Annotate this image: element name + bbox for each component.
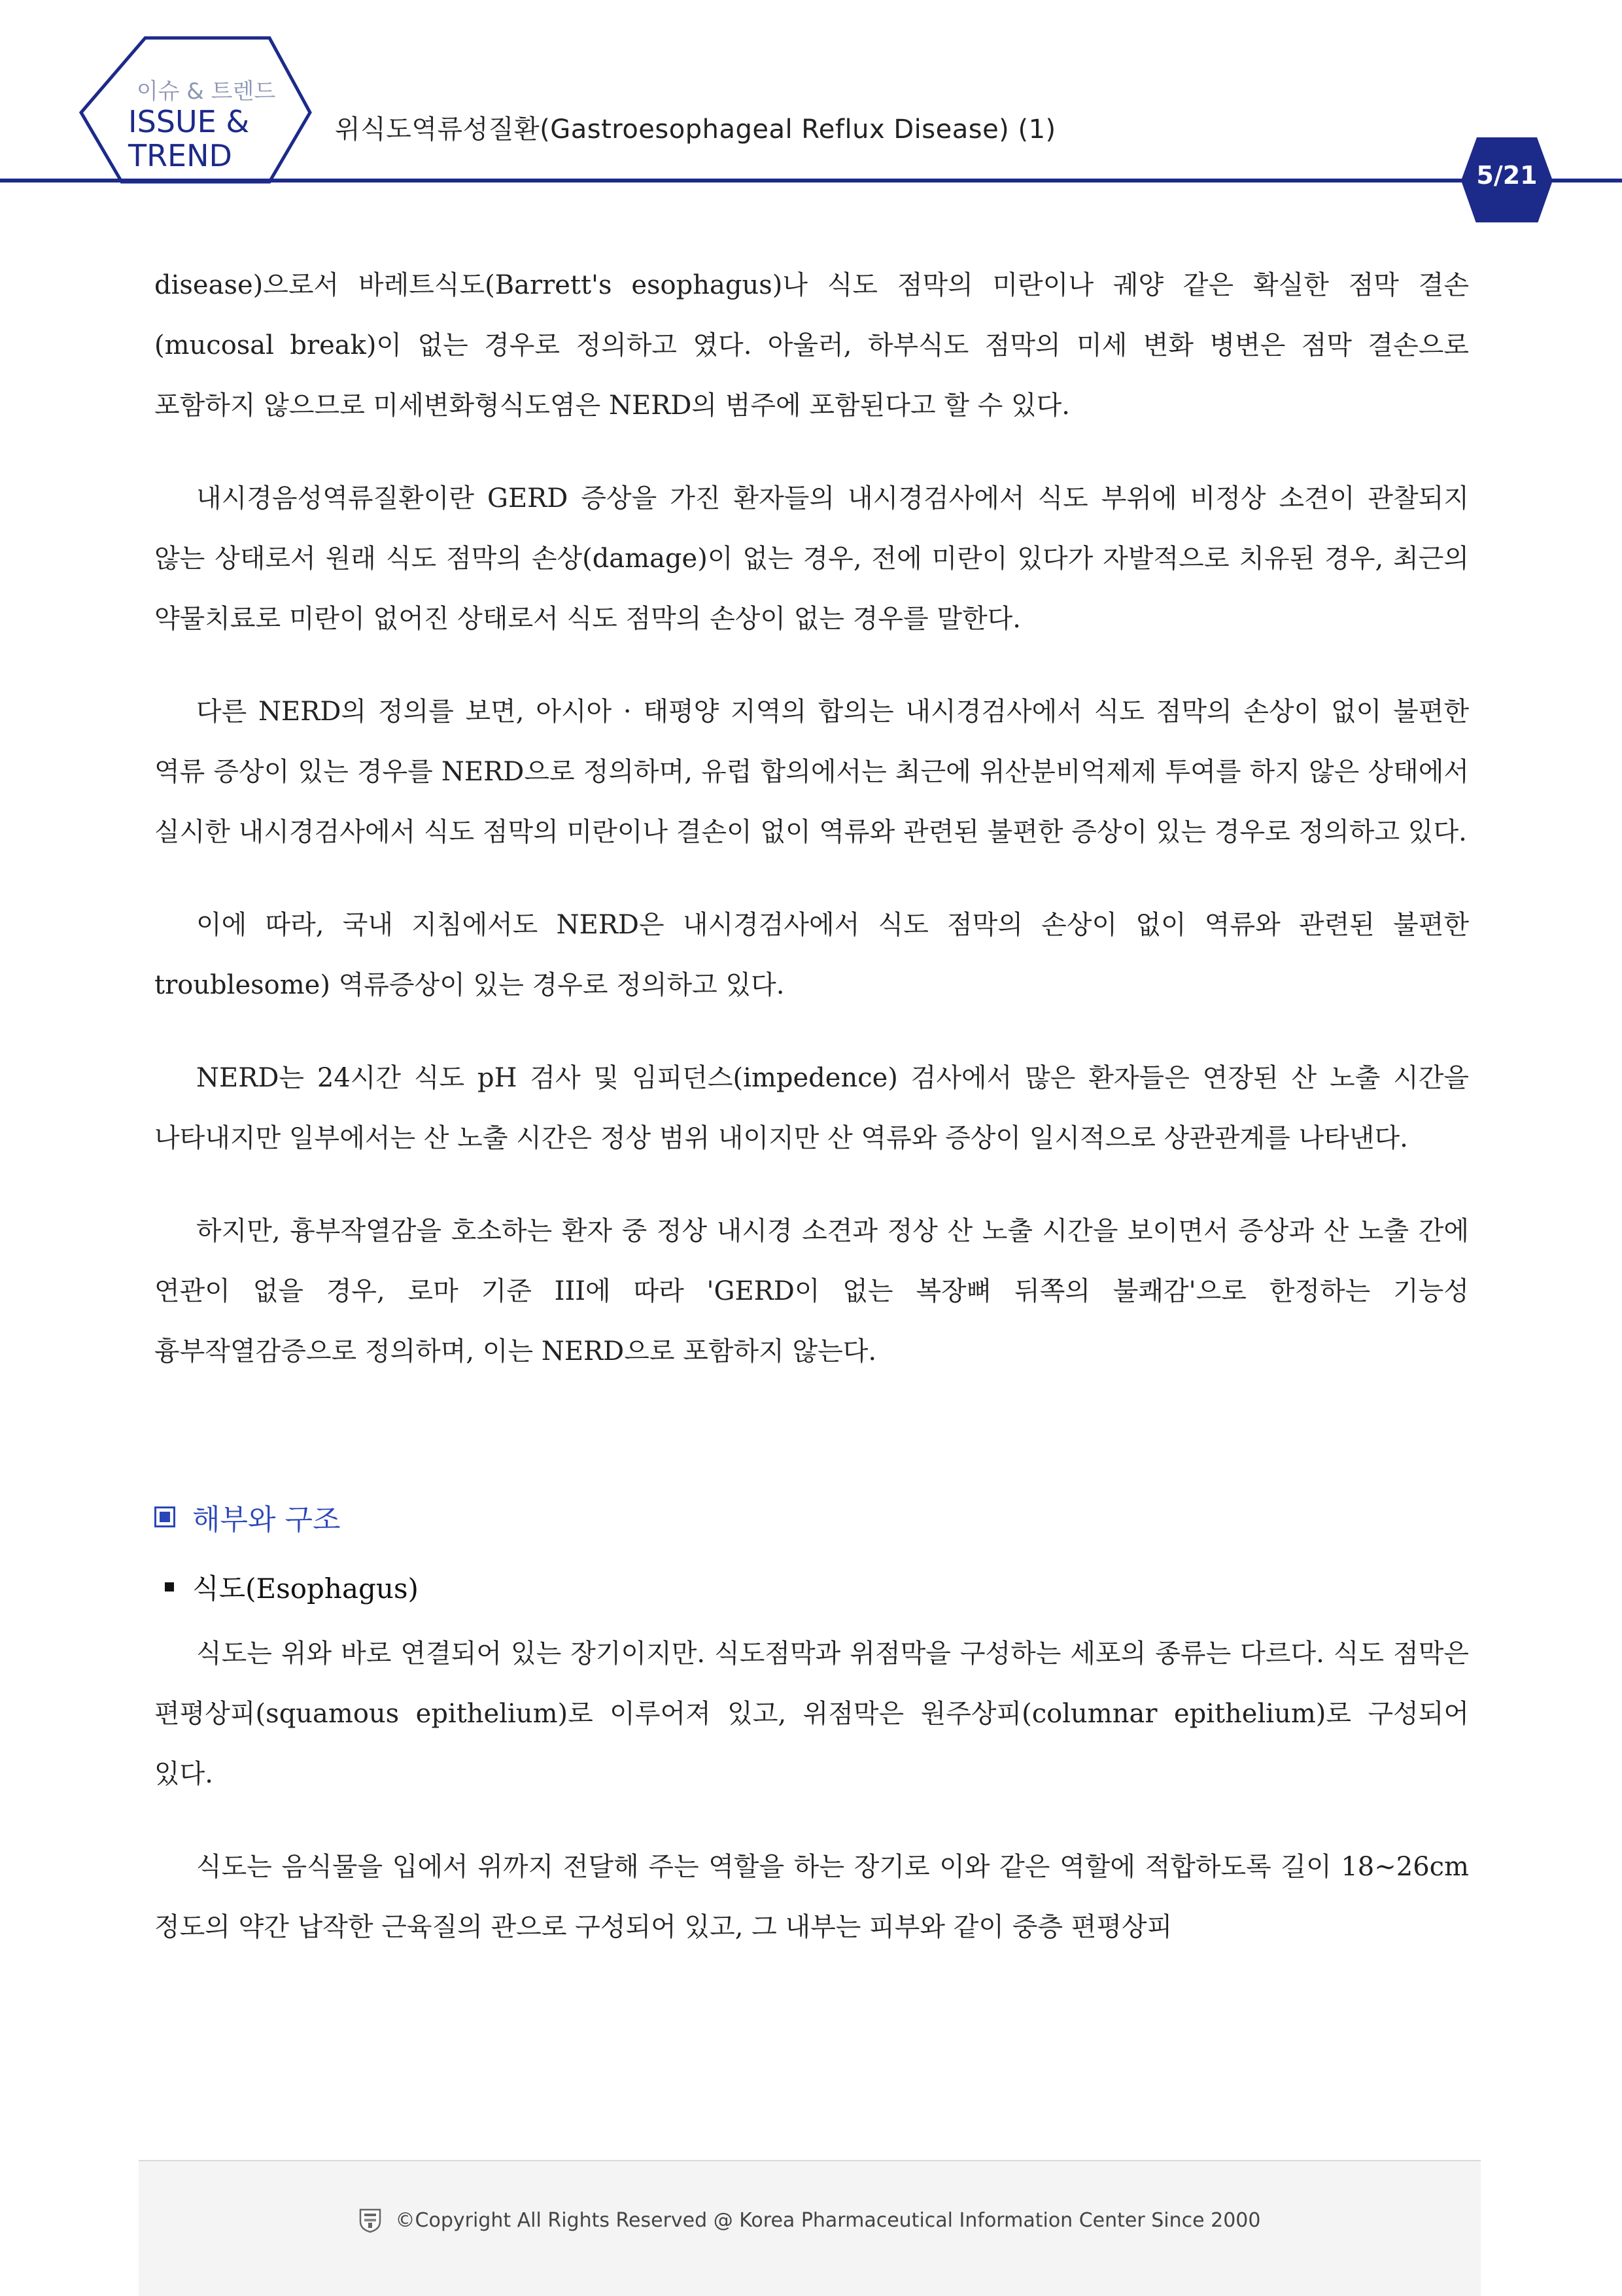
page-header: [0, 0, 1622, 222]
badge-korean-label: 이슈 & 트렌드: [136, 78, 276, 105]
paragraph: 다른 NERD의 정의를 보면, 아시아 · 태평양 지역의 합의는 내시경검사에서 식도 점막의 손상이 없이 불편한 역류 증상이 있는 경우를 NERD으로 정의하며, 유럽 합의에서는 최근에 위산분비억제제 투여를 하지 않은 상태에서 실시한 내시경검사에서 식도 점막의 미란이나 결손이 없이 역류와 관련된 불편한 증상이 있는 경우로 정의하고 있다.: [154, 697, 1469, 847]
section-title: 해부와 구조: [192, 1503, 341, 1537]
section-heading: [154, 1494, 1469, 1540]
kpic-logo-icon: [359, 2207, 381, 2233]
paragraph: 하지만, 흉부작열감을 호소하는 환자 중 정상 내시경 소견과 정상 산 노출 시간을 보이면서 증상과 산 노출 간에 연관이 없을 경우, 로마 기준 III에 따라 'GERD이 없는 복장뼈 뒤쪽의 불쾌감'으로 한정하는 기능성 흉부작열감증으로 정의하며, 이는 NERD으로 포함하지 않는다.: [154, 1216, 1469, 1366]
main-content: [154, 255, 1469, 1990]
bullet-icon: [165, 1582, 174, 1592]
copyright-text: ©Copyright All Rights Reserved @ Korea Pharmaceutical Information Center Since 2000: [395, 2208, 1261, 2232]
document-title: 위식도역류성질환(Gastroesophageal Reflux Disease) (1): [335, 114, 1056, 145]
subsection-heading: [154, 1567, 1469, 1607]
footer-line: [139, 2207, 1481, 2233]
square-bullet-icon: [154, 1506, 175, 1527]
badge-english-label: [128, 105, 292, 173]
subsection-title: 식도(Esophagus): [192, 1573, 419, 1605]
paragraph: 식도는 음식물을 입에서 위까지 전달해 주는 역할을 하는 장기로 이와 같은 역할에 적합하도록 길이 18∼26cm 정도의 약간 납작한 근육질의 관으로 구성되어 있고, 그 내부는 피부와 같이 중층 편평상피: [154, 1852, 1469, 1942]
paragraph: 내시경음성역류질환이란 GERD 증상을 가진 환자들의 내시경검사에서 식도 부위에 비정상 소견이 관찰되지 않는 상태로서 원래 식도 점막의 손상(damage)이 없는 경우, 전에 미란이 있다가 자발적으로 치유된 경우, 최근의 약물치료로 미란이 없어진 상태로서 식도 점막의 손상이 없는 경우를 말한다.: [154, 483, 1469, 634]
page-footer: [139, 2160, 1481, 2296]
paragraph: 식도는 위와 바로 연결되어 있는 장기이지만. 식도점막과 위점막을 구성하는 세포의 종류는 다르다. 식도 점막은 편평상피(squamous epithelium)로 이루어져 있고, 위점막은 원주상피(columnar epithelium)로 구성되어 있다.: [154, 1639, 1469, 1789]
paragraph: 이에 따라, 국내 지침에서도 NERD은 내시경검사에서 식도 점막의 손상이 없이 역류와 관련된 불편한 troublesome) 역류증상이 있는 경우로 정의하고 있다.: [154, 910, 1469, 1000]
paragraph: disease)으로서 바레트식도(Barrett's esophagus)나 식도 점막의 미란이나 궤양 같은 확실한 점막 결손(mucosal break)이 없는 경우로 정의하고 였다. 아울러, 하부식도 점막의 미세 변화 병변은 점막 결손으로 포함하지 않으므로 미세변화형식도염은 NERD의 범주에 포함된다고 할 수 있다.: [154, 270, 1469, 421]
page-number: 5/21: [1476, 161, 1538, 190]
badge-line-2: TREND: [128, 138, 232, 173]
paragraph: NERD는 24시간 식도 pH 검사 및 임피던스(impedence) 검사에서 많은 환자들은 연장된 산 노출 시간을 나타내지만 일부에서는 산 노출 시간은 정상 범위 내이지만 산 역류와 증상이 일시적으로 상관관계를 나타낸다.: [154, 1063, 1469, 1153]
badge-line-1: ISSUE &: [128, 104, 250, 139]
